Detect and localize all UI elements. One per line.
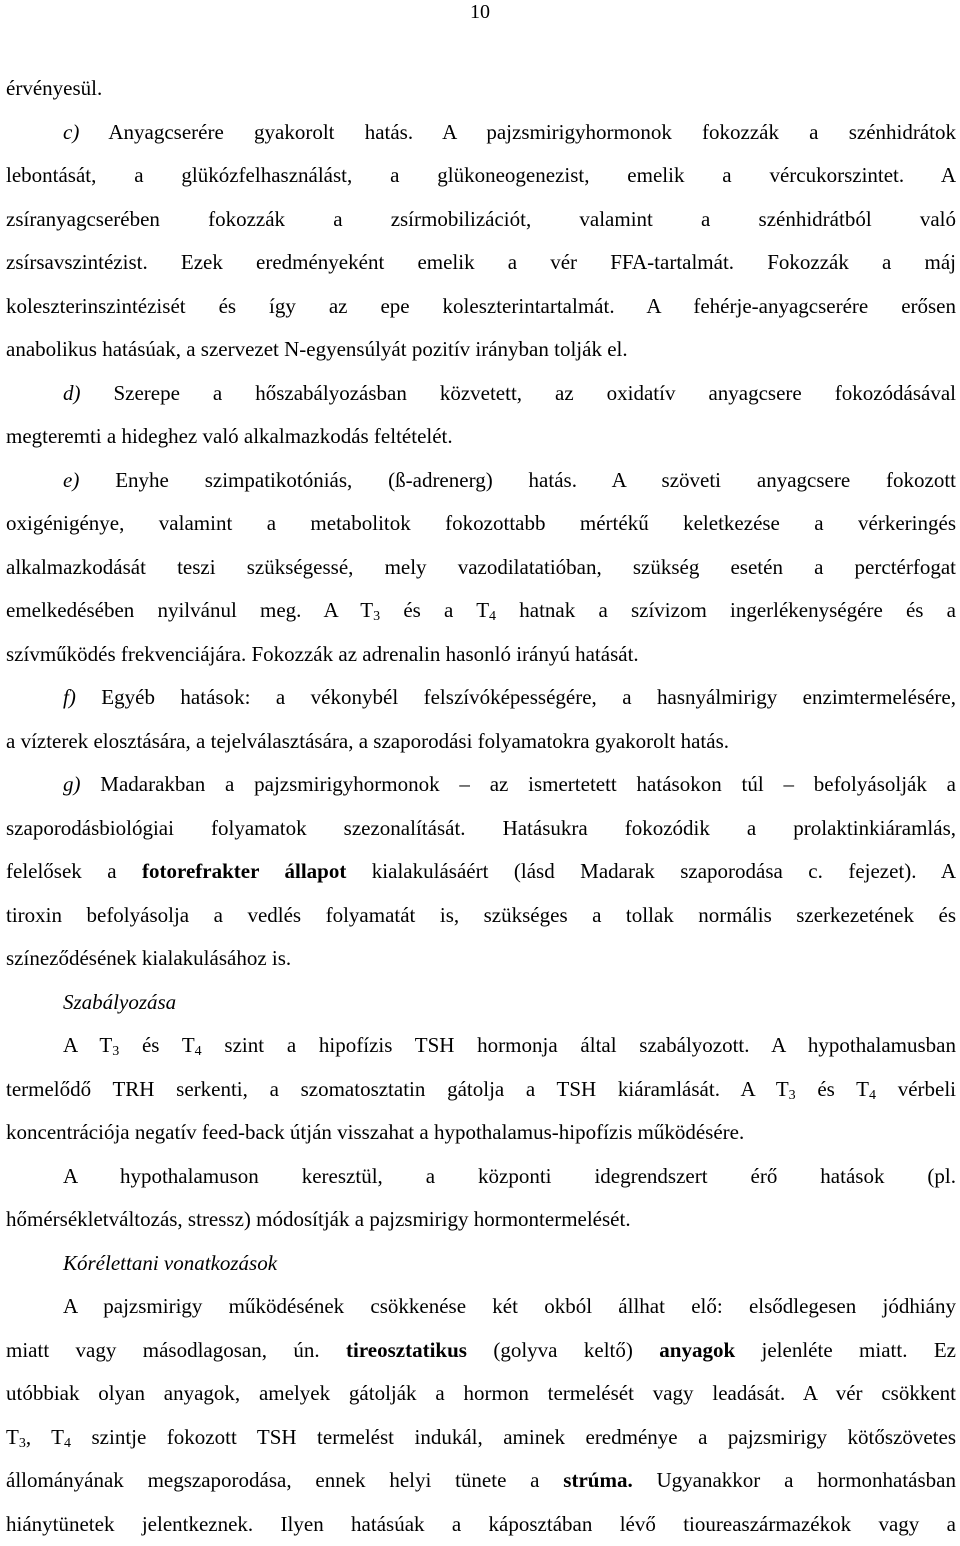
page-number: 10 (0, 0, 960, 24)
text-line: hőmérsékletváltozás, stressz) módosítják a pajzsmirigy hormontermelését. (6, 1198, 956, 1242)
text-span: és T (119, 1033, 194, 1057)
text-line (6, 1024, 956, 1068)
text-span: Ugyanakkor a hormonhatásban (633, 1468, 956, 1492)
text-line (6, 1416, 956, 1460)
text-span: felelősek a (6, 859, 142, 883)
text-line: zsírsavszintézist. Ezek eredményeként emelik a vér FFA-tartalmát. Fokozzák a máj (6, 241, 956, 285)
text-line: érvényesül. (6, 67, 956, 111)
text-line (6, 589, 956, 633)
text-span: Anyagcserére gyakorolt hatás. A pajzsmirigyhormonok fokozzák a szénhidrátok (79, 120, 956, 144)
text-span: Egyéb hatások: a vékonybél felszívóképességére, a hasnyálmirigy enzimtermelésére, (76, 685, 956, 709)
text-line (6, 1459, 956, 1503)
text-line: lebontását, a glükózfelhasználást, a glükoneogenezist, emelik a vércukorszintet. A (6, 154, 956, 198)
text-span: szint a hipofízis TSH hormonja által szabályozott. A hypothalamusban (202, 1033, 956, 1057)
text-line: zsíranyagcserében fokozzák a zsírmobilizációt, valamint a szénhidrátból való (6, 198, 956, 242)
text-line: anabolikus hatásúak, a szervezet N-egyensúlyát pozitív irányban tolják el. (6, 328, 956, 372)
subscript: 3 (373, 609, 380, 624)
subscript: 4 (869, 1088, 876, 1103)
text-line: színeződésének kialakulásához is. (6, 937, 956, 981)
subscript: 3 (19, 1436, 26, 1451)
text-line: A pajzsmirigy működésének csökkenése két okból állhat elő: elsődlegesen jódhiány (6, 1285, 956, 1329)
text-span: Enyhe szimpatikotóniás, (ß-adrenerg) hatás. A szöveti anyagcsere fokozott (79, 468, 956, 492)
subscript: 4 (195, 1044, 202, 1059)
item-label: c) (63, 120, 79, 144)
text-span: Madarakban a pajzsmirigyhormonok – az ismertetett hatásokon túl – befolyásolják a (81, 772, 957, 796)
text-line: utóbbiak olyan anyagok, amelyek gátolják a hormon termelését vagy leadását. A vér csökkent (6, 1372, 956, 1416)
text-line: szívműködés frekvenciájára. Fokozzák az adrenalin hasonló irányú hatását. (6, 633, 956, 677)
text-span: és T (796, 1077, 869, 1101)
text-line: szaporodásbiológiai folyamatok szezonalítását. Hatásukra fokozódik a prolaktinkiáramlás, (6, 807, 956, 851)
paragraph-g-heading-line (6, 763, 956, 807)
bold-term: tireosztatikus (346, 1338, 467, 1362)
paragraph-e-heading-line (6, 459, 956, 503)
text-span: miatt vagy másodlagosan, ún. (6, 1338, 346, 1362)
text-line: a vízterek elosztására, a tejelválasztására, a szaporodási folyamatokra gyakorolt hatás. (6, 720, 956, 764)
text-span: hatnak a szívizom ingerlékenységére és a (496, 598, 956, 622)
text-span: termelődő TRH serkenti, a szomatosztatin gátolja a TSH kiáramlását. A T (6, 1077, 789, 1101)
document-body (6, 67, 956, 1546)
text-span: kialakulásáért (lásd Madarak szaporodása c. fejezet). A (346, 859, 956, 883)
bold-term: strúma. (563, 1468, 632, 1492)
item-label: e) (63, 468, 79, 492)
text-span: , T (26, 1425, 64, 1449)
text-line: alkalmazkodását teszi szükségessé, mely vazodilatatióban, szükség esetén a perctérfogat (6, 546, 956, 590)
text-line (6, 850, 956, 894)
subscript: 4 (64, 1436, 71, 1451)
bold-term: fotorefrakter állapot (142, 859, 346, 883)
text-span: Szerepe a hőszabályozásban közvetett, az oxidatív anyagcsere fokozódásával (81, 381, 957, 405)
item-label: g) (63, 772, 81, 796)
text-span: (golyva keltő) (467, 1338, 659, 1362)
section-heading-regulation: Szabályozása (6, 981, 956, 1025)
text-line: A hypothalamuson keresztül, a központi idegrendszert érő hatások (pl. (6, 1155, 956, 1199)
subscript: 3 (789, 1088, 796, 1103)
text-line: oxigénigénye, valamint a metabolitok fokozottabb mértékű keletkezése a vérkeringés (6, 502, 956, 546)
paragraph-d-heading-line (6, 372, 956, 416)
item-label: f) (63, 685, 76, 709)
text-span: szintje fokozott TSH termelést indukál, aminek eredménye a pajzsmirigy kötőszövetes (71, 1425, 956, 1449)
text-line (6, 1068, 956, 1112)
subscript: 3 (112, 1044, 119, 1059)
item-label: d) (63, 381, 81, 405)
text-span: jelenléte miatt. Ez (735, 1338, 956, 1362)
text-span: vérbeli (876, 1077, 956, 1101)
subscript: 4 (489, 609, 496, 624)
bold-term: anyagok (659, 1338, 735, 1362)
paragraph-c-heading-line (6, 111, 956, 155)
text-line: megteremti a hideghez való alkalmazkodás feltételét. (6, 415, 956, 459)
text-line: koleszterinszintézisét és így az epe koleszterintartalmát. A fehérje-anyagcserére erősen (6, 285, 956, 329)
text-span: A T (63, 1033, 112, 1057)
text-span: állományának megszaporodása, ennek helyi tünete a (6, 1468, 563, 1492)
text-span: és a T (380, 598, 489, 622)
text-line (6, 1329, 956, 1373)
paragraph-f-heading-line (6, 676, 956, 720)
text-span: T (6, 1425, 19, 1449)
text-line: koncentrációja negatív feed-back útján visszahat a hypothalamus-hipofízis működésére. (6, 1111, 956, 1155)
text-line: tiroxin befolyásolja a vedlés folyamatát is, szükséges a tollak normális szerkezetének és (6, 894, 956, 938)
text-line: hiánytünetek jelentkeznek. Ilyen hatásúak a káposztában lévő tioureaszármazékok vagy a (6, 1503, 956, 1546)
section-heading-pathophysiology: Kórélettani vonatkozások (6, 1242, 956, 1286)
text-span: emelkedésében nyilvánul meg. A T (6, 598, 373, 622)
